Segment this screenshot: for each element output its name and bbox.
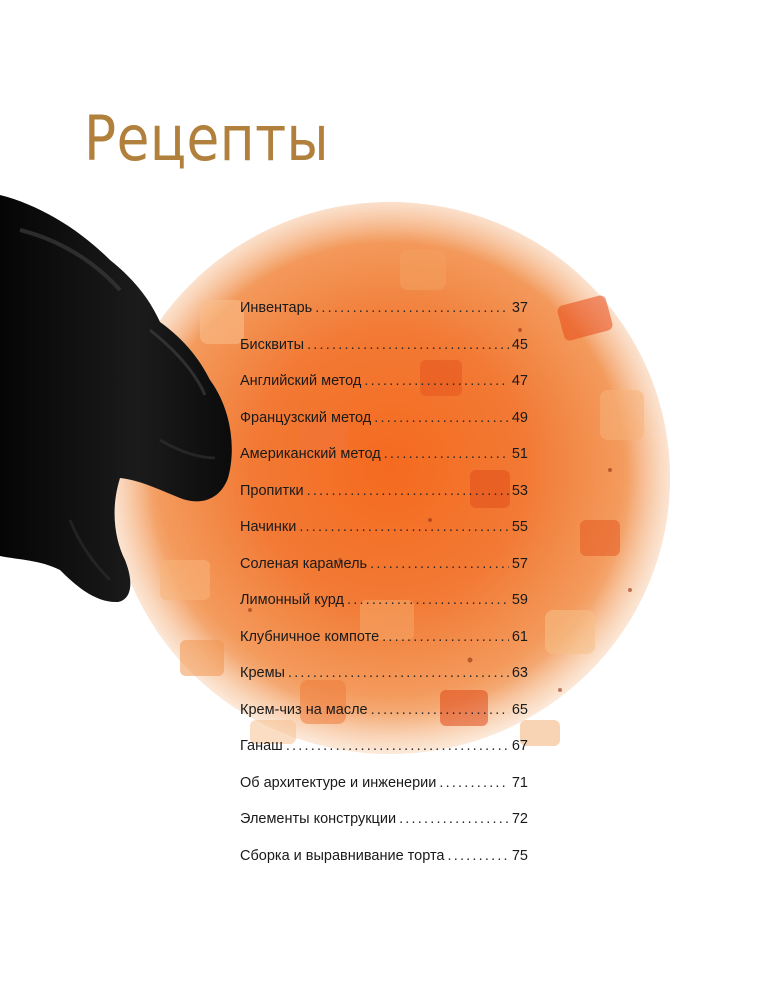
toc-entry-label: Крем-чиз на масле	[240, 701, 368, 718]
dot-leader	[439, 765, 509, 802]
dot-leader	[371, 692, 509, 729]
toc-entry-page: 61	[511, 628, 528, 645]
toc-entry[interactable]	[240, 801, 528, 838]
dot-leader	[448, 838, 509, 875]
toc-entry-page: 75	[511, 847, 528, 864]
toc-entry-page: 47	[511, 373, 528, 389]
dot-leader	[347, 582, 509, 619]
toc-entry[interactable]	[240, 363, 528, 400]
dot-leader	[374, 400, 509, 437]
toc-entry-label: Об архитектуре и инженерии	[240, 774, 437, 791]
toc-entry[interactable]	[240, 400, 528, 437]
toc-entry[interactable]	[240, 692, 528, 729]
toc-entry-page: 45	[511, 336, 528, 353]
toc-entry[interactable]	[240, 619, 528, 656]
toc-entry-label: Английский метод	[240, 373, 362, 389]
toc-entry-label: Французский метод	[240, 409, 372, 426]
toc-entry[interactable]	[240, 655, 528, 692]
toc-entry-page: 63	[511, 665, 528, 681]
toc-entry[interactable]	[240, 473, 528, 510]
toc-entry-page: 55	[511, 519, 528, 535]
toc-entry[interactable]	[240, 582, 528, 619]
toc-entry-page: 59	[511, 592, 528, 608]
dot-leader	[315, 290, 509, 327]
toc-entry-label: Сборка и выравнивание торта	[240, 847, 445, 864]
dot-leader	[370, 546, 509, 583]
toc-entry[interactable]	[240, 838, 528, 875]
toc-entry-label: Лимонный курд	[240, 592, 344, 608]
toc-entry-label: Ганаш	[240, 738, 283, 754]
toc-entry-page: 49	[511, 409, 528, 426]
toc-entry-page: 53	[511, 482, 528, 499]
toc-entry-label: Американский метод	[240, 446, 381, 462]
toc-entry[interactable]	[240, 728, 528, 765]
dot-leader	[307, 327, 509, 364]
dot-leader	[382, 619, 509, 656]
toc-entry-page: 51	[511, 446, 528, 462]
page-title: Рецепты	[84, 102, 330, 175]
toc-entry[interactable]	[240, 765, 528, 802]
dot-leader	[288, 655, 509, 692]
dot-leader	[399, 801, 509, 838]
toc-entry-page: 65	[511, 701, 528, 718]
toc-entry-label: Соленая карамель	[240, 555, 368, 572]
toc-entry-label: Бисквиты	[240, 336, 305, 353]
toc-entry-page: 71	[511, 774, 528, 791]
toc-entry-label: Кремы	[240, 665, 285, 681]
dot-leader	[286, 728, 509, 765]
toc-entry-label: Элементы конструкции	[240, 811, 397, 827]
toc-entry[interactable]	[240, 327, 528, 364]
toc-entry-label: Пропитки	[240, 482, 304, 499]
toc-entry[interactable]	[240, 290, 528, 327]
dot-leader	[299, 509, 509, 546]
toc-entry-page: 57	[511, 555, 528, 572]
toc-entry[interactable]	[240, 546, 528, 583]
dot-leader	[307, 473, 509, 510]
dot-leader	[364, 363, 508, 400]
table-of-contents	[240, 290, 528, 874]
toc-entry-label: Клубничное компоте	[240, 628, 380, 645]
toc-entry-label: Инвентарь	[240, 300, 313, 316]
toc-entry-page: 67	[511, 738, 528, 754]
toc-entry[interactable]	[240, 509, 528, 546]
toc-entry[interactable]	[240, 436, 528, 473]
toc-entry-label: Начинки	[240, 519, 297, 535]
dot-leader	[384, 436, 509, 473]
toc-entry-page: 37	[511, 300, 528, 316]
toc-entry-page: 72	[511, 811, 528, 827]
